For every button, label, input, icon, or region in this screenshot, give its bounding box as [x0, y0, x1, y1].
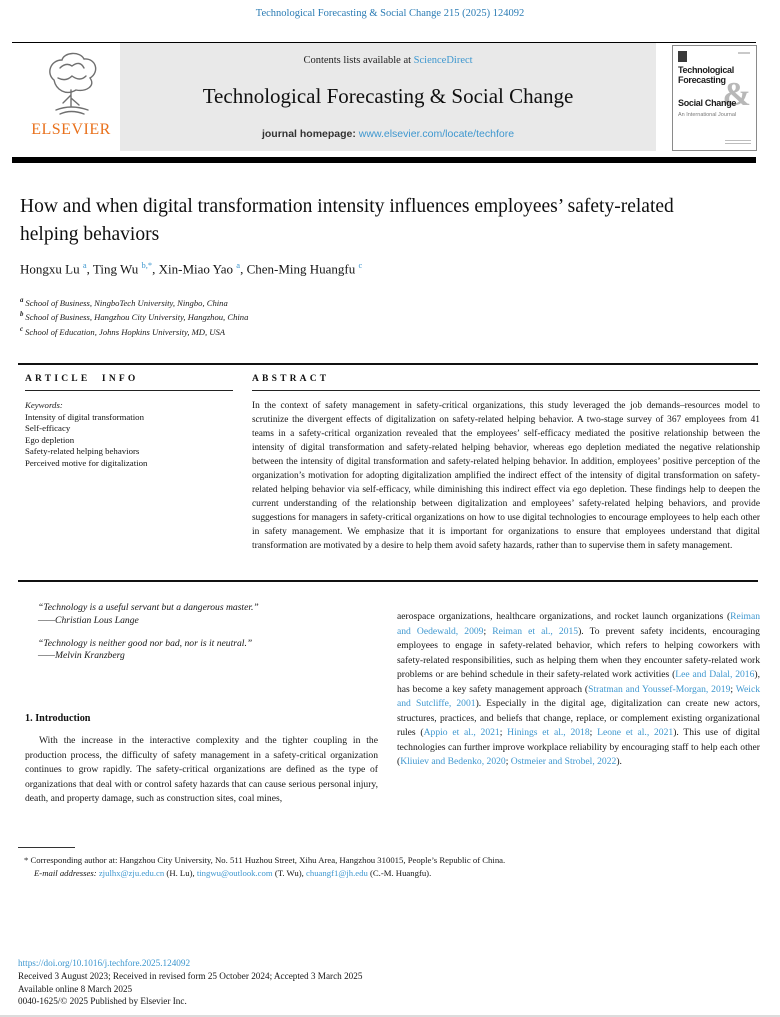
affiliation-text: School of Business, NingboTech University, Ningbo, China: [25, 297, 228, 308]
affiliation-row: [20, 295, 248, 309]
affiliation-text: School of Business, Hangzhou City University, Hangzhou, China: [25, 312, 249, 323]
text-segment: Hongxu Lu: [20, 261, 83, 277]
doi-link[interactable]: https://doi.org/10.1016/j.techfore.2025.124092: [18, 958, 191, 968]
text-segment: ). To prevent safety incidents, encouraging employees to engage in safety-related behavior, which refers to helping coworkers with safety-related responsibilities, such as helping them when they encounter safety-related work problems or are behind schedule in their safety-related work activities (: [397, 625, 760, 680]
text-segment: c: [358, 260, 363, 270]
abstract-text: In the context of safety management in safety-critical organizations, this study leveraged the job demands–resources model to scrutinize the divergent effects of digitalization on safety-related helping behavior. A two-stage survey of 367 employees from 41 teams in a safety-critical organization revealed that the employees’ self-efficacy mediated the positive relationship between the intensity of digital transformation and safety-related helping behavior, whereas ego depletion mediated the negative relationship between the intensity of digital transformation and safety-related helping behavior. In addition, employees’ positive perception of the organization’s motivation for adopting digitalization amplified the indirect effect of the intensity of digital transformation on safety-related helping behavior via self-efficacy, while diminishing this indirect effect via ego depletion. These findings help to deepen the current understanding of the relationship between digitalization and employees’ safety-related helping behaviors, and provide suggestions for managers in safety-critical organizations on how to use digital technologies to encourage employees to help each other in safety management. We emphasize that it is important for organizations to ensure that employees understand that digital transformation are motivated by a desire to help them avoid safety hazards, rather than to supervise them in safety management.: [252, 401, 760, 552]
quote-attribution: ——Christian Lous Lange: [38, 614, 139, 626]
affiliation-list: [20, 295, 248, 338]
email-link[interactable]: tingwu@outlook.com: [196, 868, 273, 878]
footnote-block: [18, 854, 760, 880]
text-segment: ). This use of digital technologies can further improve workplace reliability by encouraging staff to help each other (: [397, 727, 760, 767]
quote-block: [38, 638, 376, 664]
available-online-line: Available online 8 March 2025: [18, 983, 133, 994]
journal-title: Technological Forecasting & Social Change: [202, 84, 574, 108]
homepage-prefix: journal homepage:: [261, 128, 359, 140]
introduction-paragraph: With the increase in the interactive complexity and the tighter coupling in the production process, the difficulty of safety management in a safety-critical organization continues to grow rapidly. The safety-critical organizations are defined as the type of organizations that deal with or control safety hazards that can cause serious personal injury, death, and property damage, such as construction sites, coal mines,: [25, 735, 378, 805]
text-segment: , Ting Wu: [86, 261, 142, 277]
text-segment: ;: [505, 756, 511, 767]
text-segment: ).: [616, 756, 622, 767]
affiliation-sup: a: [20, 297, 24, 304]
keyword-item: Ego depletion: [25, 434, 75, 445]
text-segment: ;: [730, 683, 736, 695]
affiliation-sup: b: [20, 311, 24, 319]
citation-link[interactable]: Hinings et al., 2018: [507, 727, 590, 738]
affiliation-text: School of Education, Johns Hopkins University, MD, USA: [25, 326, 226, 337]
elsevier-tree-icon: [24, 48, 118, 120]
received-dates-line: Received 3 August 2023; Received in revised form 25 October 2024; Accepted 3 March 2025: [18, 970, 363, 981]
keyword-item: Perceived motive for digitalization: [25, 457, 148, 468]
journal-cover-thumbnail: [672, 45, 757, 151]
citation-link[interactable]: Appio et al., 2021: [423, 727, 500, 738]
journal-homepage-line: [120, 128, 656, 140]
citation-link[interactable]: Reiman and Oedewald, 2009: [397, 611, 760, 637]
text-segment: ), has become a key safety management approach (: [397, 669, 760, 695]
email-addresses-line: [34, 867, 760, 880]
footnote-rule: [18, 847, 75, 848]
abstract-column: [252, 374, 760, 554]
citation-link[interactable]: Stratman and Youssef-Morgan, 2019: [588, 683, 731, 695]
quote-text: “Technology is neither good nor bad, nor is it neutral.”: [38, 637, 253, 649]
abstract-heading: ABSTRACT: [252, 374, 330, 384]
cover-title-line1: Technological: [678, 65, 734, 75]
cover-title-line2: Forecasting: [678, 74, 726, 85]
text-segment: ;: [589, 727, 598, 738]
article-title: How and when digital transformation intensity influences employees’ safety-related helping behaviors: [20, 196, 674, 245]
cover-issue-mark: [738, 52, 750, 54]
email-link[interactable]: zjulhx@zju.edu.cn: [98, 868, 165, 878]
article-info-column: [25, 374, 233, 470]
author-list: [20, 260, 362, 277]
text-segment: (T. Wu),: [272, 868, 306, 878]
affiliation-row: [20, 324, 248, 338]
citation-link[interactable]: Leone et al., 2021: [597, 727, 674, 738]
abstract-heading-rule: [252, 390, 760, 391]
email-link[interactable]: chuangf1@jh.edu: [306, 868, 368, 878]
quote-attribution: ——Melvin Kranzberg: [38, 650, 125, 662]
citation-link[interactable]: Weick and Sutcliffe, 2001: [397, 683, 761, 709]
text-segment: (H. Lu),: [164, 868, 197, 878]
article-info-heading: ARTICLE INFO: [25, 374, 139, 384]
text-segment: , Chen-Ming Huangfu: [240, 261, 359, 277]
sciencedirect-link[interactable]: ScienceDirect: [413, 55, 473, 66]
info-section-bottom-rule: [18, 580, 758, 582]
citation-link[interactable]: Reiman et al., 2015: [492, 625, 579, 637]
cover-publisher-icon: [678, 51, 687, 62]
cover-title-line3: Social Change: [678, 98, 737, 108]
elsevier-logo: [24, 48, 118, 148]
keyword-item: Intensity of digital transformation: [25, 411, 144, 422]
article-info-heading-rule: [25, 390, 233, 391]
text-segment: aerospace organizations, healthcare organizations, and rocket launch organizations (: [397, 611, 731, 622]
info-section-top-rule: [18, 363, 758, 365]
cover-subtitle: An International Journal: [678, 111, 737, 118]
issn-copyright-line: 0040-1625/© 2025 Published by Elsevier Inc.: [18, 996, 187, 1007]
affiliation-sup: c: [20, 325, 24, 333]
quote-block: [38, 602, 376, 628]
corresponding-author-note: * Corresponding author at: Hangzhou City University, No. 511 Huzhou Street, Xihu Area, Hangzhou 310015, People’s Republic of China.: [24, 855, 506, 865]
keywords-label: Keywords:: [25, 400, 63, 410]
text-segment: ;: [483, 625, 493, 637]
text-segment: E-mail addresses:: [34, 868, 99, 878]
elsevier-wordmark: ELSEVIER: [31, 121, 111, 138]
citation-link[interactable]: Kliuiev and Bedenko, 2020: [400, 756, 506, 767]
contents-lists-line: [120, 55, 656, 66]
keyword-item: Safety-related helping behaviors: [25, 446, 140, 457]
right-column-paragraph: [397, 610, 760, 770]
homepage-url-link[interactable]: www.elsevier.com/locate/techfore: [358, 128, 515, 140]
keyword-item: Self-efficacy: [25, 423, 71, 434]
article-history-block: [18, 957, 362, 1008]
citation-link[interactable]: Lee and Dalal, 2016: [675, 669, 755, 680]
cover-fineprint: [725, 138, 751, 144]
introduction-heading: 1. Introduction: [25, 713, 91, 724]
quote-text: “Technology is a useful servant but a dangerous master.”: [38, 602, 259, 613]
banner-bottom-bar: [12, 157, 756, 163]
text-segment: (C.-M. Huangfu).: [367, 868, 432, 878]
epigraph-quotes: [38, 602, 376, 673]
contents-prefix: Contents lists available at: [303, 55, 414, 66]
text-segment: a: [82, 260, 87, 270]
text-segment: ;: [499, 727, 508, 738]
text-segment: a: [236, 260, 241, 270]
text-segment: ). Especially in the digital age, digitalization can create new actors, structures, practices, and beliefs that change, replace, or complement existing organizational rules (: [397, 698, 760, 738]
running-head-citation[interactable]: Technological Forecasting & Social Change 215 (2025) 124092: [255, 8, 525, 19]
affiliation-row: [20, 309, 248, 323]
text-segment: b,*: [141, 260, 153, 270]
text-segment: , Xin-Miao Yao: [152, 261, 237, 277]
cover-ampersand: &: [722, 76, 751, 113]
citation-link[interactable]: Ostmeier and Strobel, 2022: [510, 756, 617, 767]
